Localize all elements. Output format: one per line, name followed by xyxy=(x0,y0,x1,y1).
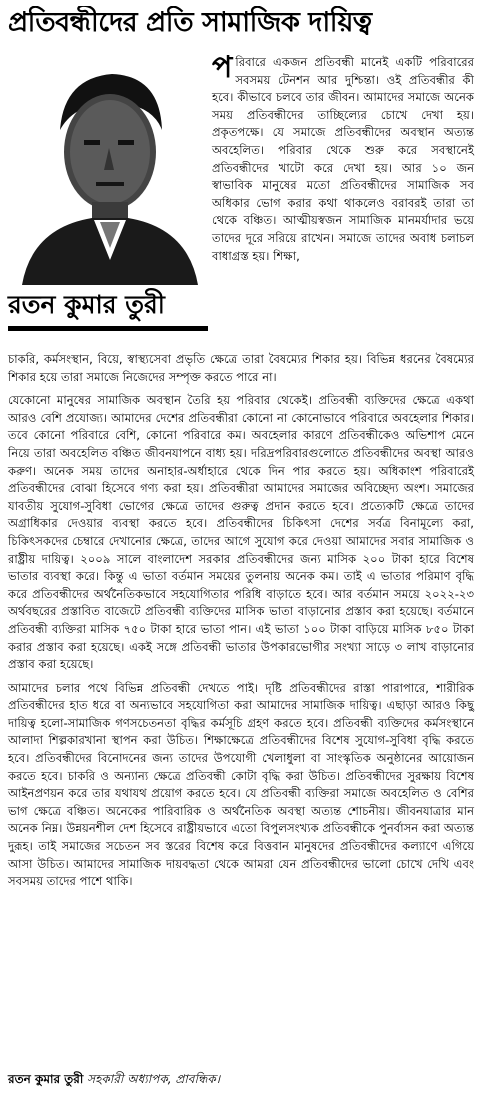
intro-text: রিবারে একজন প্রতিবন্ধী মানেই একটি পরিবারের সবসময় টেনশন আর দুশ্চিন্তা। ওই প্রতিবন্ধীর কী হবে। কীভাবে চলবে তার জীবন। আমাদের সমাজে অনেক সময় প্রতিবন্ধীদের তাচ্ছিল্যের চোখে দেখা হয়। প্রকৃতপক্ষে। যে সমাজে প্রতিবন্ধীদের অবস্থান অত্যন্ত অবহেলিত। পরিবার থেকে শুরু করে সবস্থানেই প্রতিবন্ধীদের খাটো করে দেখা হয়। আর ১০ জন স্বাভাবিক মানুষের মতো প্রতিবন্ধীদের সামাজিক সব অধিকার ভোগ করার কথা থাকলেও বরাবরই তারা তা থেকে বঞ্চিত। আত্মীয়স্বজন সামাজিক মানমর্যাদার ভয়ে তাদের দূরে সরিয়ে রাখেন। সমাজে তাদের অবাধ চলাচল বাধাগ্রস্ত হয়। শিক্ষা, xyxy=(212,55,474,263)
article-intro-column xyxy=(212,50,474,265)
drop-cap: প xyxy=(212,50,233,85)
article-body xyxy=(8,351,474,897)
byline-role: সহকারী অধ্যাপক, প্রাবন্ধিক। xyxy=(87,1072,221,1086)
body-paragraph: যেকোনো মানুষের সামাজিক অবস্থান তৈরি হয় পরিবার থেকেই। প্রতিবন্ধী ব্যক্তিদের ক্ষেত্রে একথা আরও বেশি প্রযোজ্য। আমাদের দেশের প্রতিবন্ধীরা কোনো না কোনোভাবে পরিবারে অবহেলার শিকার। তবে কোনো পরিবারে বেশি, কোনো পরিবারে কম। অবহেলার কারণে প্রতিবন্ধীকেও অভিশাপ মেনে নিয়ে তারা অবহেলিত বঞ্চিত জীবনযাপনে বাধ্য হয়। দরিদ্রপরিবারগুলোতে প্রতিবন্ধীদের অবস্থা আরও করুণ। অনেক সময় তাদের অনাহার-অর্ধাহারে থেকে দিন পার করতে হয়। অধিকাংশ পরিবারেই প্রতিবন্ধীদের বোঝা হিসেবে গণ্য করা হয়। প্রতিবন্ধীরা আমাদের সমাজের অবিচ্ছেদ্য অংশ। সমাজের যাবতীয় সুযোগ-সুবিধা ভোগের ক্ষেত্রে তাদের গুরুত্ব প্রদান করতে হবে। প্রত্যেকটি ক্ষেত্রে তাদের অগ্রাধিকার দেওয়ার ব্যবস্থা করতে হবে। প্রতিবন্ধীদের চিকিৎসা দেশের সর্বত্র বিনামূল্যে করা, চিকিৎসকদের চেম্বারে দেখানোর ক্ষেত্রে, তাদের আগে সুযোগ করে দেওয়া আমাদের সবার সামাজিক ও রাষ্ট্রীয় দায়িত্ব। ২০০৯ সালে বাংলাদেশ সরকার প্রতিবন্ধীদের জন্য মাসিক ২০০ টাকা হারে বিশেষ ভাতার ব্যবস্থা করে। কিন্তু এ ভাতা বর্তমান সময়ের তুলনায় অনেক কম। তাই এ ভাতার পরিমাণ বৃদ্ধি করে প্রতিবন্ধীদের অর্থনৈতিকভাবে সহযোগিতার পরিধি বাড়াতে হবে। আর বর্তমান সময়ে ২০২২-২৩ অর্থবছরের প্রস্তাবিত বাজেটে প্রতিবন্ধী ব্যক্তিদের মাসিক ভাতা বাড়ানোর প্রস্তাব করা হয়েছে। বর্তমানে প্রতিবন্ধী ব্যক্তিরা মাসিক ৭৫০ টাকা হারে ভাতা পান। এই ভাতা ১০০ টাকা বাড়িয়ে মাসিক ৮৫০ টাকা করার প্রস্তাব করা হয়েছে। একই সঙ্গে প্রতিবন্ধী ভাতার উপকারভোগীর সংখ্যা সাড়ে ৩ লাখ বাড়ানোর প্রস্তাব করা হয়েছে। xyxy=(8,393,474,672)
author-underline xyxy=(8,326,208,331)
body-paragraph: আমাদের চলার পথে বিভিন্ন প্রতিবন্ধী দেখতে পাই। দৃষ্টি প্রতিবন্ধীদের রাস্তা পারাপারে, শারীরিক প্রতিবন্ধীদের হাত ধরে বা অন্যভাবে সহযোগিতা করা আমাদের সামাজিক দায়িত্ব। এছাড়া আরও কিছু দায়িত্ব হলো-সামাজিক গণসচেতনতা বৃদ্ধির কর্মসূচি গ্রহণ করতে হবে। প্রতিবন্ধী ব্যক্তিদের কর্মসংস্থানে আলাদা শিল্পকারখানা স্থাপন করা উচিত। শিক্ষাক্ষেত্রে প্রতিবন্ধীদের বিশেষ সুযোগ-সুবিধা বৃদ্ধি করতে হবে। প্রতিবন্ধীদের বিনোদনের জন্য তাদের উপযোগী খেলাধুলা বা সাংস্কৃতিক অনুষ্ঠানের আয়োজন করতে হবে। চাকরি ও অন্যান্য ক্ষেত্রে প্রতিবন্ধী কোটা বৃদ্ধি করা উচিত। প্রতিবন্ধীদের সুরক্ষায় বিশেষ আইনপ্রণয়ন করে তার যথাযথ প্রয়োগ করতে হবে। যে প্রতিবন্ধী ব্যক্তিরা সমাজে অবহেলিত ও বেশির ভাগ ক্ষেত্রে বঞ্চিত। অনেকের পারিবারিক ও অর্থনৈতিক অবস্থা অত্যন্ত শোচনীয়। জীবনযাত্রার মান অনেক নিম্ন। উন্নয়নশীল দেশ হিসেবে রাষ্ট্রীয়ভাবে এতো বিপুলসংখ্যক প্রতিবন্ধীকে পুনর্বাসন করা অত্যন্ত দুরূহ। তাই সমাজের সচেতন সব স্তরের বিশেষ করে বিত্তবান মানুষদের প্রতিবন্ধীদের কল্যাণে এগিয়ে আসা উচিত। আমাদের সামাজিক দায়বদ্ধতা থেকে আমরা যেন প্রতিবন্ধীদের ভালো চোখে দেখি এবং সবসময় তাদের পাশে থাকি। xyxy=(8,680,474,889)
byline-name: রতন কুমার তুরী xyxy=(8,1072,84,1086)
headline: প্রতিবন্ধীদের প্রতি সামাজিক দায়িত্ব xyxy=(8,7,372,38)
author-name-banner: রতন কুমার তুরী xyxy=(8,290,165,319)
byline xyxy=(8,1070,220,1088)
author-photo xyxy=(12,60,202,285)
body-paragraph: চাকরি, কর্মসংস্থান, বিয়ে, স্বাস্থ্যসেবা প্রভৃতি ক্ষেত্রে তারা বৈষম্যের শিকার হয়। বিভিন্ন ধরনের বৈষম্যের শিকার হয়ে তারা সমাজে নিজেদের সম্পৃক্ত করতে পারে না। xyxy=(8,352,474,384)
